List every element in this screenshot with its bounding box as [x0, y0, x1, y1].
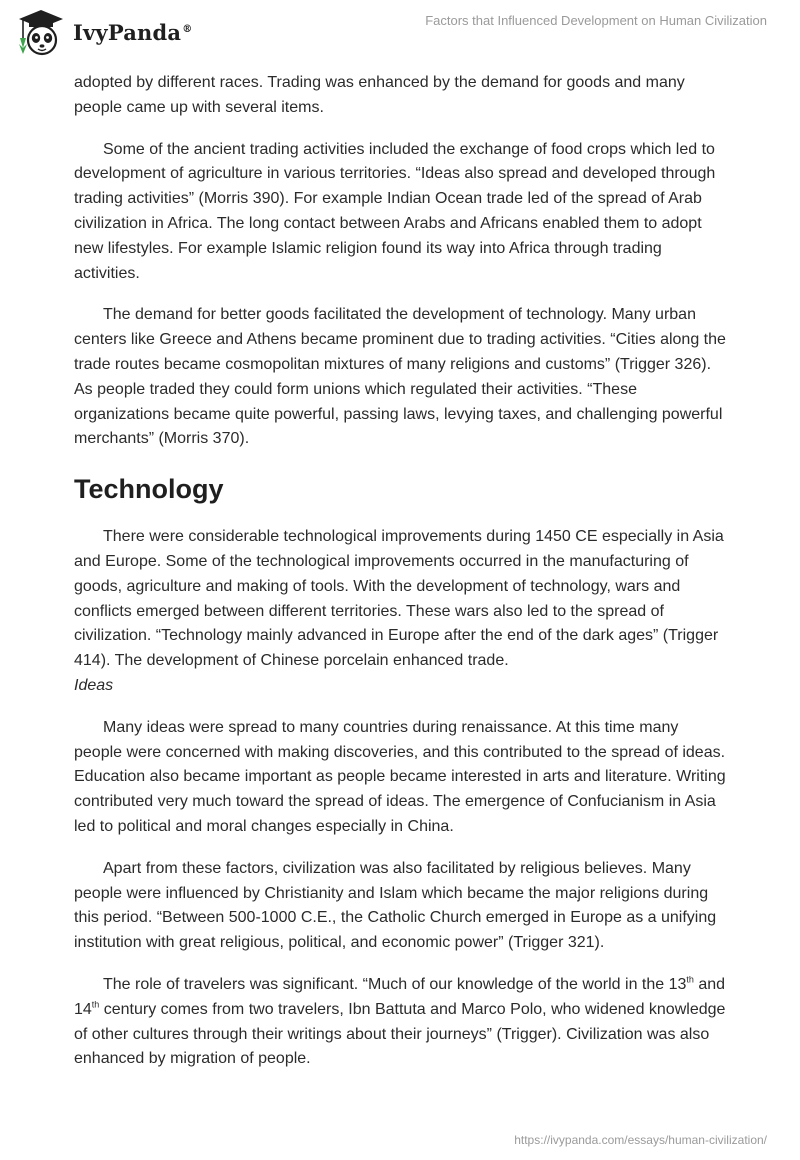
superscript: th	[686, 974, 694, 985]
paragraph: Many ideas were spread to many countries during renaissance. At this time many people were concerned with making discoveries, and this contributed to the spread of ideas. Education also became important as people became interested in arts and literature. Writing contributed very much toward the spread of ideas. The emergence of Confucianism in Asia led to political and moral changes especially in China.	[74, 718, 726, 835]
paragraph-text: century comes from two travelers, Ibn Battuta and Marco Polo, who widened knowledge of other cultures through their writings about their journeys” (Trigger). Civilization was also enhanced by migration of people.	[74, 1000, 726, 1068]
paragraph: Some of the ancient trading activities included the exchange of food crops which led to development of agriculture in various territories. “Ideas also spread and developed through trading activities” (Morris 390). For example Indian Ocean trade led of the spread of Arab civilization in Africa. The long contact between Arabs and Africans enabled them to adopt new lifestyles. For example Islamic religion found its way into Africa through trading activities.	[74, 140, 716, 282]
paragraph	[74, 973, 730, 1072]
essay-content	[74, 71, 730, 1089]
document-title: Factors that Influenced Development on Human Civilization	[425, 13, 767, 28]
paragraph-text: and 14	[74, 975, 726, 1018]
paragraph-text: There were considerable technological improvements during 1450 CE especially in Asia and Europe. Some of the technological improvements occurred in the manufacturing of goods, agriculture and making of tools. With the development of technology, wars and conflicts emerged between different territories. These wars also led to the spread of civilization. “Technology mainly advanced in Europe after the end of the dark ages” (Trigger 414). The development of Chinese porcelain enhanced trade.	[74, 528, 724, 670]
page-header	[0, 0, 800, 64]
registered-mark: ®	[182, 23, 193, 35]
section-heading-technology: Technology	[74, 474, 224, 505]
superscript: th	[91, 999, 100, 1010]
brand-name: IvyPanda®	[73, 19, 193, 45]
paragraph: Apart from these factors, civilization was also facilitated by religious believes. Many people were influenced by Christianity and Islam which became the major religions during this period. “Between 500-1000 C.E., the Catholic Church emerged in Europe as a unifying institution with great religious, political, and economic power” (Trigger 321).	[74, 859, 717, 952]
paragraph: The demand for better goods facilitated the development of technology. Many urban centers like Greece and Athens became prominent due to trading activities. “Cities along the trade routes became cosmopolitan mixtures of many religions and customs” (Trigger 326). As people traded they could form unions which regulated their activities. “These organizations became quite powerful, passing laws, levying taxes, and challenging powerful merchants” (Morris 370).	[74, 306, 726, 448]
panda-graduate-icon	[15, 8, 67, 56]
paragraph: adopted by different races. Trading was enhanced by the demand for goods and many people came up with several items.	[74, 74, 685, 116]
ivypanda-logo[interactable]	[15, 8, 192, 56]
source-url[interactable]: https://ivypanda.com/essays/human-civilization/	[514, 1133, 767, 1147]
subheading-ideas: Ideas	[74, 676, 114, 694]
paragraph	[74, 525, 730, 699]
paragraph-text: The role of travelers was significant. “Much of our knowledge of the world in the 13	[103, 975, 687, 993]
